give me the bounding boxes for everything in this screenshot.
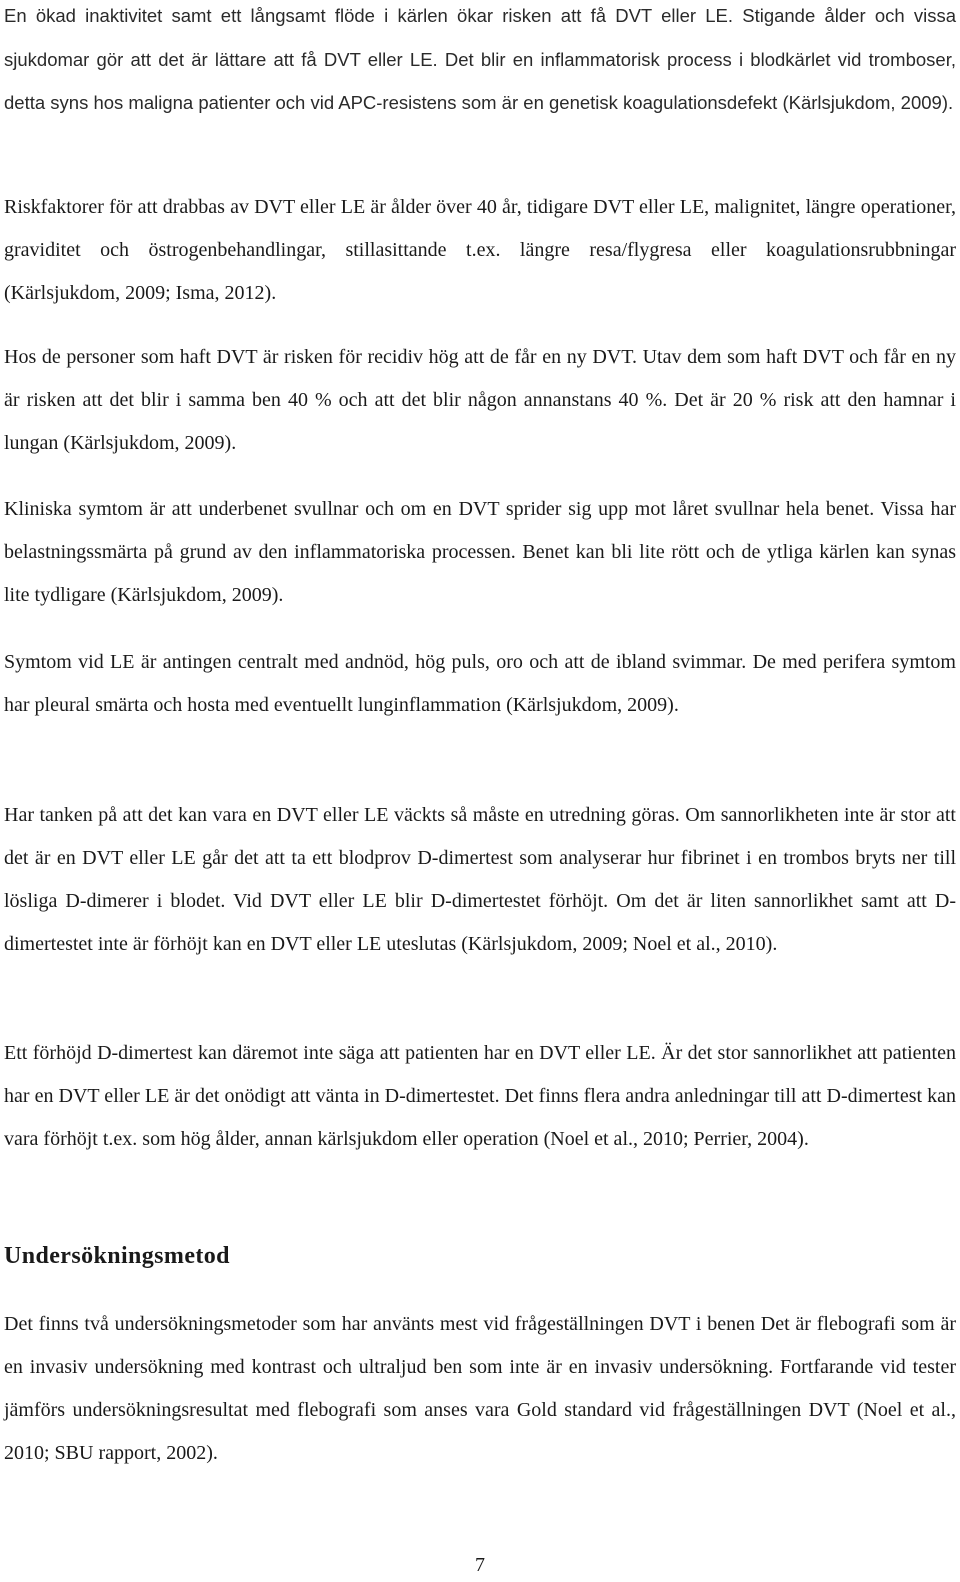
section-heading: Undersökningsmetod xyxy=(4,1243,230,1269)
paragraph-d-dimer-test: Har tanken på att det kan vara en DVT eller LE väckts så måste en utredning göras. Om sannorlikheten inte är stor att det är en DVT eller LE går det att ta ett blodprov D-dimertest som analyserar hur fibrinet i en trombos bryts ner till lösliga D-dimerer i blodet. Vid DVT eller LE blir D-dimertestet förhöjt. Om det är liten sannorlikhet samt att D-dimertestet inte är förhöjt kan en DVT eller LE uteslutas (Kärlsjukdom, 2009; Noel et al., 2010). xyxy=(4,804,956,955)
paragraph-risk-inactivity: En ökad inaktivitet samt ett långsamt flöde i kärlen ökar risken att få DVT eller LE. Stigande ålder och vissa sjukdomar gör att det är lättare att få DVT eller LE. Det blir en inflammatorisk process i blodkärlet vid tromboser, detta syns hos maligna patienter och vid APC-resistens som är en genetisk koagulationsdefekt (Kärlsjukdom, 2009). xyxy=(4,5,956,113)
page-number: 7 xyxy=(475,1554,485,1576)
paragraph-le-symptoms: Symtom vid LE är antingen centralt med andnöd, hög puls, oro och att de ibland svimmar. De med perifera symtom har pleural smärta och hosta med eventuellt lunginflammation (Kärlsjukdom, 2009). xyxy=(4,651,956,716)
paragraph-risk-factors: Riskfaktorer för att drabbas av DVT eller LE är ålder över 40 år, tidigare DVT eller LE, malignitet, längre operationer, graviditet och östrogenbehandlingar, stillasittande t.ex. längre resa/flygresa eller koagulationsrubbningar (Kärlsjukdom, 2009; Isma, 2012). xyxy=(4,196,956,304)
paragraph-d-dimer-limitations: Ett förhöjd D-dimertest kan däremot inte säga att patienten har en DVT eller LE. Är det stor sannorlikhet att patienten har en DVT eller LE är det onödigt att vänta in D-dimertestet. Det finns flera andra anledningar till att D-dimertest kan vara förhöjt t.ex. som hög ålder, annan kärlsjukdom eller operation (Noel et al., 2010; Perrier, 2004). xyxy=(4,1042,956,1150)
paragraph-methods: Det finns två undersökningsmetoder som har använts mest vid frågeställningen DVT i benen Det är flebografi som är en invasiv undersökning med kontrast och ultraljud ben som inte är en invasiv undersökning. Fortfarande vid tester jämförs undersökningsresultat med flebografi som anses vara Gold standard vid frågeställningen DVT (Noel et al., 2010; SBU rapport, 2002). xyxy=(4,1313,956,1464)
paragraph-recurrence: Hos de personer som haft DVT är risken för recidiv hög att de får en ny DVT. Utav dem som haft DVT och får en ny är risken att det blir i samma ben 40 % och att det blir någon annanstans 40 %. Det är 20 % risk att den hamnar i lungan (Kärlsjukdom, 2009). xyxy=(4,346,956,454)
paragraph-clinical-symptoms: Kliniska symtom är att underbenet svullnar och om en DVT sprider sig upp mot låret svullnar hela benet. Vissa har belastningssmärta på grund av den inflammatoriska processen. Benet kan bli lite rött och de ytliga kärlen kan synas lite tydligare (Kärlsjukdom, 2009). xyxy=(4,498,956,606)
